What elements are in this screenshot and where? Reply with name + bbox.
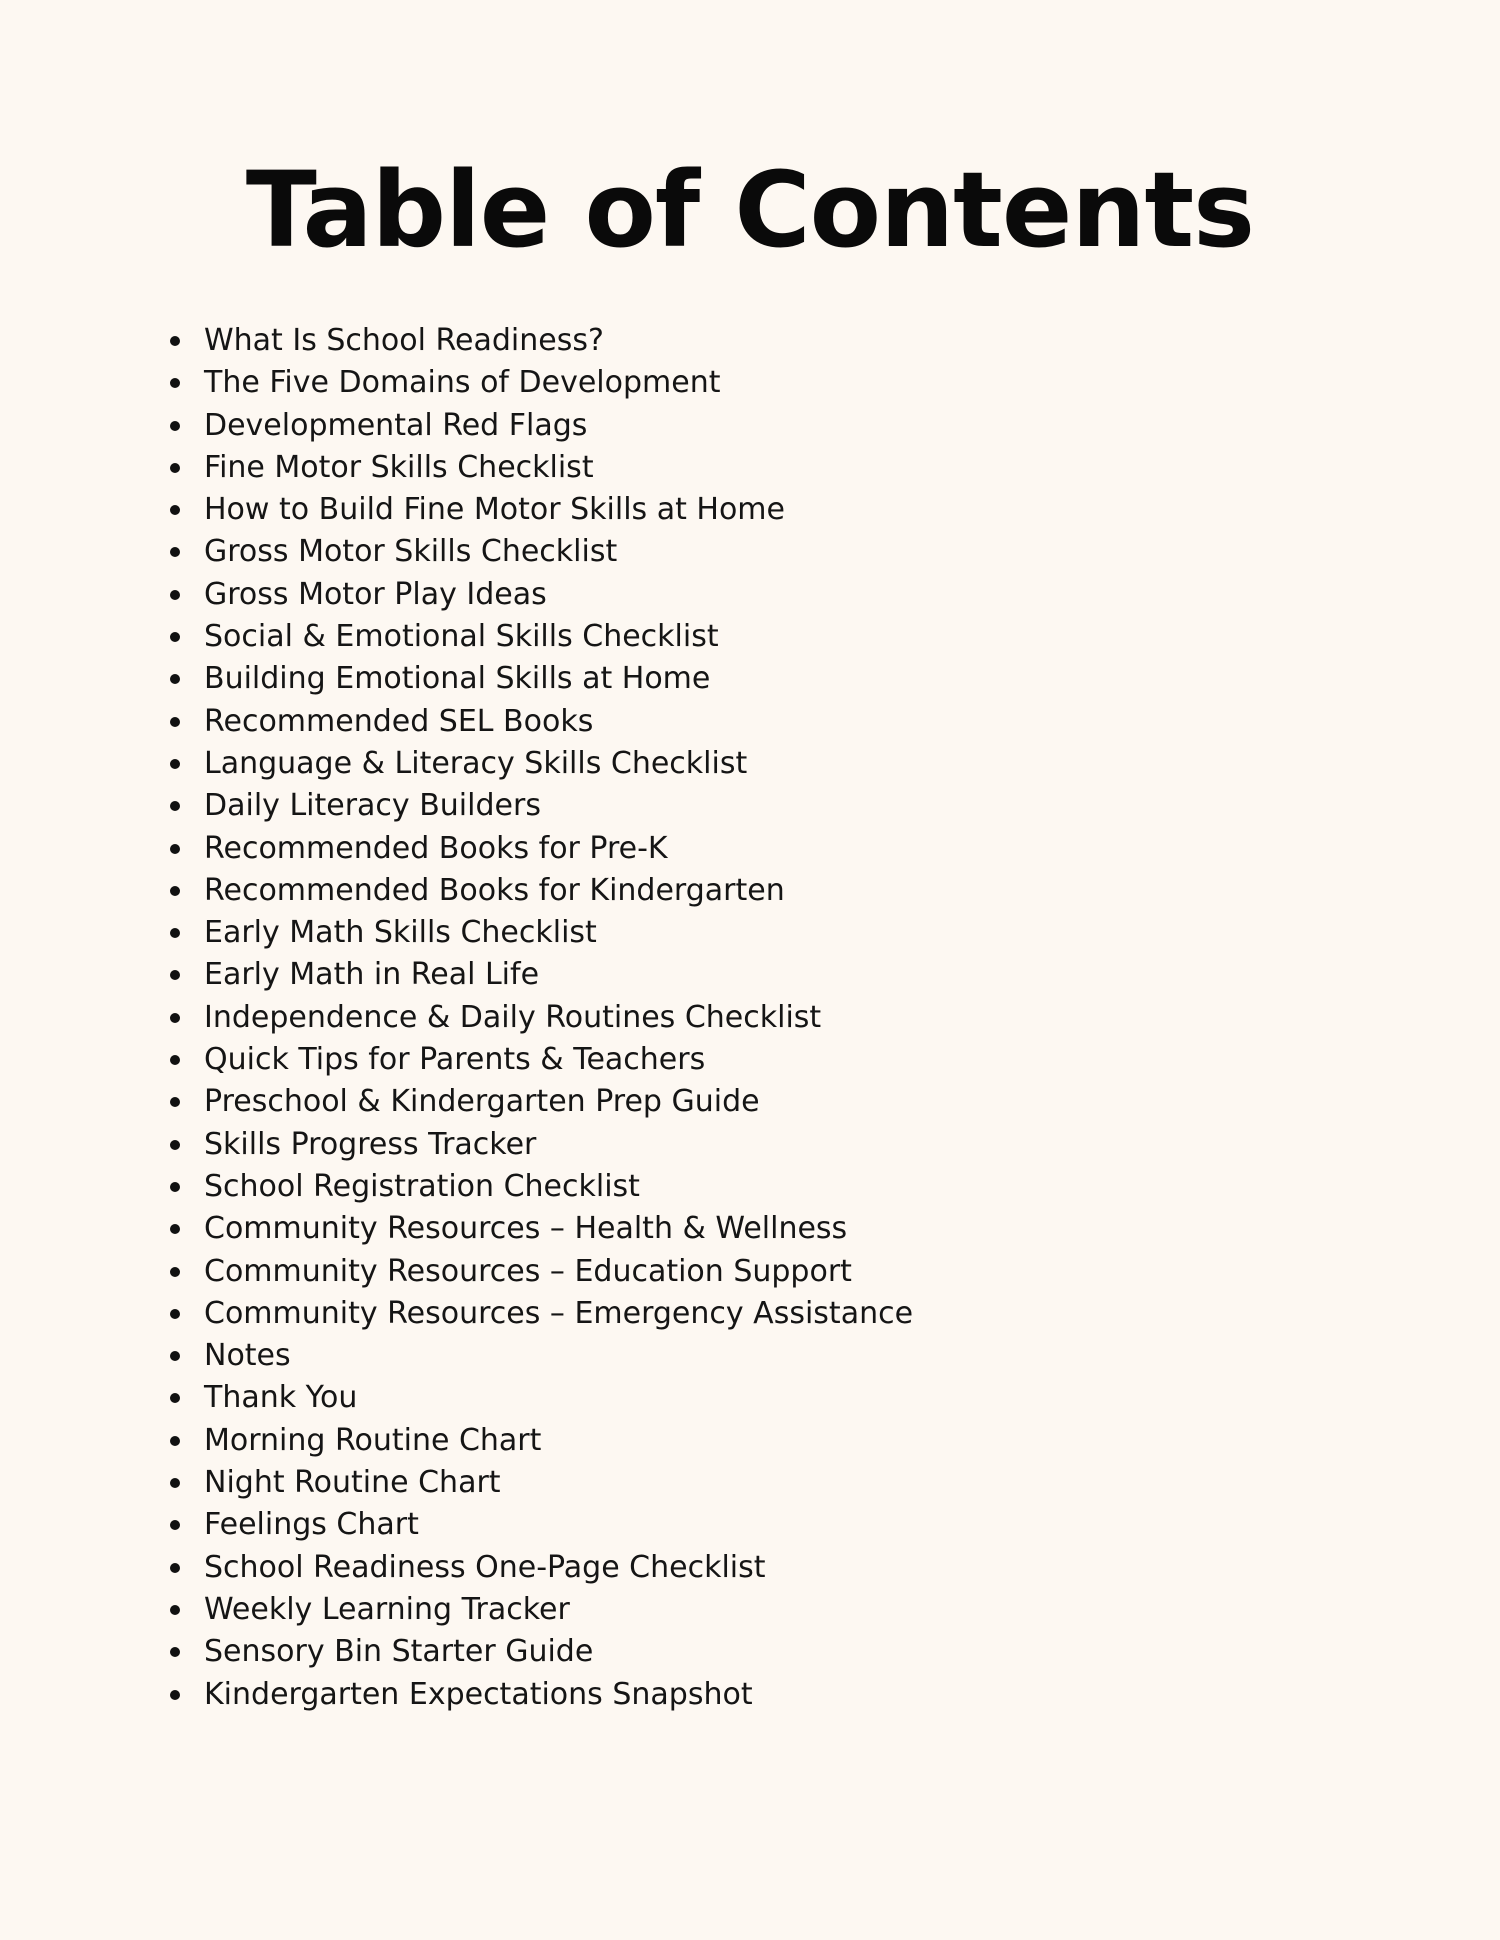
toc-item [166,828,913,870]
toc-item [166,1462,913,1504]
toc-item [166,1631,913,1673]
toc-item-label: The Five Domains of Development [204,365,721,401]
toc-item-label: Preschool & Kindergarten Prep Guide [204,1084,760,1120]
toc-item [166,1208,913,1250]
bullet-icon [170,1647,180,1657]
bullet-icon [170,1097,180,1107]
toc-item-label: Weekly Learning Tracker [204,1591,570,1627]
bullet-icon [170,1224,180,1234]
toc-item-label: School Registration Checklist [204,1168,640,1204]
toc-item-label: Gross Motor Play Ideas [204,576,547,612]
toc-item [166,870,913,912]
toc-item-label: Morning Routine Chart [204,1422,542,1458]
toc-item [166,997,913,1039]
bullet-icon [170,717,180,727]
toc-item-label: How to Build Fine Motor Skills at Home [204,492,785,528]
toc-item [166,1251,913,1293]
toc-item [166,658,913,700]
toc-item-label: What Is School Readiness? [204,323,604,358]
toc-item-label: Developmental Red Flags [204,407,588,443]
bullet-icon [170,1520,180,1530]
bullet-icon [170,886,180,896]
toc-item-label: Recommended SEL Books [204,703,594,739]
toc-list [166,320,913,1716]
toc-item-label: Skills Progress Tracker [204,1126,537,1162]
bullet-icon [170,1393,180,1403]
bullet-icon [170,1690,180,1700]
bullet-icon [170,674,180,684]
toc-item [166,1589,913,1631]
toc-item-label: Quick Tips for Parents & Teachers [204,1042,706,1078]
toc-item [166,489,913,531]
toc-item-label: Building Emotional Skills at Home [204,661,711,697]
toc-item-label: Night Routine Chart [204,1465,501,1501]
toc-item [166,1547,913,1589]
bullet-icon [170,759,180,769]
toc-item [166,1166,913,1208]
toc-item-label: Community Resources – Health & Wellness [204,1211,848,1247]
toc-item [166,320,913,362]
bullet-icon [170,928,180,938]
bullet-icon [170,421,180,431]
bullet-icon [170,1351,180,1361]
toc-item-label: Thank You [204,1380,358,1416]
bullet-icon [170,336,180,346]
bullet-icon [170,463,180,473]
toc-item [166,954,913,996]
bullet-icon [170,970,180,980]
toc-item [166,1674,913,1716]
bullet-icon [170,844,180,854]
bullet-icon [170,1267,180,1277]
toc-item [166,1124,913,1166]
toc-item-label: Feelings Chart [204,1507,419,1543]
bullet-icon [170,1140,180,1150]
toc-item [166,785,913,827]
toc-item [166,616,913,658]
toc-item-label: Recommended Books for Pre-K [204,830,668,866]
toc-item-label: Community Resources – Emergency Assistance [204,1295,914,1331]
toc-item [166,743,913,785]
bullet-icon [170,1013,180,1023]
toc-item-label: Gross Motor Skills Checklist [204,534,618,570]
toc-item-label: Social & Emotional Skills Checklist [204,619,719,655]
toc-item [166,1504,913,1546]
toc-item-label: School Readiness One-Page Checklist [204,1549,766,1585]
bullet-icon [170,590,180,600]
bullet-icon [170,547,180,557]
bullet-icon [170,1478,180,1488]
toc-item-label: Early Math Skills Checklist [204,915,597,951]
toc-item [166,1293,913,1335]
bullet-icon [170,801,180,811]
bullet-icon [170,1182,180,1192]
toc-item-label: Early Math in Real Life [204,957,540,993]
bullet-icon [170,632,180,642]
bullet-icon [170,505,180,515]
toc-item [166,1081,913,1123]
toc-item-label: Independence & Daily Routines Checklist [204,999,822,1035]
bullet-icon [170,1563,180,1573]
toc-item [166,701,913,743]
bullet-icon [170,1436,180,1446]
toc-item-label: Recommended Books for Kindergarten [204,872,785,908]
bullet-icon [170,1309,180,1319]
toc-item [166,362,913,404]
bullet-icon [170,1605,180,1615]
toc-item [166,574,913,616]
toc-item-label: Sensory Bin Starter Guide [204,1634,594,1670]
toc-item-label: Notes [204,1338,291,1374]
toc-item-label: Language & Literacy Skills Checklist [204,745,748,781]
page-title: Table of Contents [245,149,1255,271]
toc-item [166,1335,913,1377]
toc-item [166,447,913,489]
toc-item-label: Kindergarten Expectations Snapshot [204,1676,753,1712]
toc-item-label: Fine Motor Skills Checklist [204,449,594,485]
bullet-icon [170,1055,180,1065]
toc-item-label: Community Resources – Education Support [204,1253,852,1289]
toc-item [166,1377,913,1419]
toc-item [166,912,913,954]
toc-item [166,1039,913,1081]
toc-item [166,405,913,447]
toc-item [166,531,913,573]
toc-item-label: Daily Literacy Builders [204,788,541,824]
bullet-icon [170,378,180,388]
toc-item [166,1420,913,1462]
